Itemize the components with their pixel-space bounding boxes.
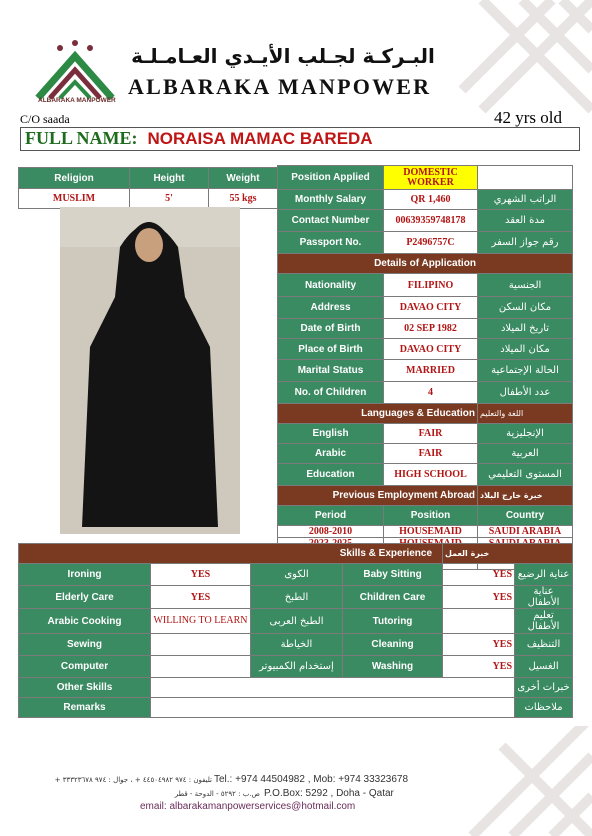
- education-arabic: المستوى التعليمي: [478, 464, 573, 486]
- period-column-header: Period: [278, 506, 384, 526]
- nationality-value: FILIPINO: [384, 274, 478, 297]
- basic-info-table: [18, 167, 278, 209]
- monthly-salary-value: QR 1,460: [384, 190, 478, 210]
- age-label: 42 yrs old: [494, 108, 562, 127]
- candidate-photo: [60, 207, 240, 534]
- skills-header-arabic: خبرة العمل: [443, 544, 573, 564]
- other-skills-arabic: خبرات أخرى: [515, 678, 573, 698]
- footer-phone: Tel.: +974 44504982 , Mob: +974 33323678: [214, 774, 409, 785]
- employment-period: 2008-2010: [278, 526, 384, 538]
- weight-label: Weight: [209, 168, 278, 189]
- skill-arabic: إستخدام الكمبيوتر: [251, 656, 343, 678]
- arabic-value: FAIR: [384, 444, 478, 464]
- nationality-label: Nationality: [278, 274, 384, 297]
- skill-value: YES: [443, 564, 515, 586]
- skill-arabic: الخياطة: [251, 634, 343, 656]
- skill-arabic: تعليم الأطفال: [515, 609, 573, 634]
- skill-value: WILLING TO LEARN: [151, 609, 251, 634]
- skill-label: Baby Sitting: [343, 564, 443, 586]
- children-label: No. of Children: [278, 382, 384, 404]
- employment-header: Previous Employment Abroad: [278, 486, 478, 506]
- position-column-header: Position: [384, 506, 478, 526]
- skill-value: YES: [443, 634, 515, 656]
- skill-value: YES: [443, 586, 515, 609]
- remarks-label: Remarks: [19, 698, 151, 718]
- arabic-label: Arabic: [278, 444, 384, 464]
- other-skills-value: [151, 678, 515, 698]
- skill-arabic: الطبخ: [251, 586, 343, 609]
- skill-label: Children Care: [343, 586, 443, 609]
- monthly-salary-arabic: الراتب الشهري: [478, 190, 573, 210]
- contact-number-label: Contact Number: [278, 210, 384, 232]
- details-header: Details of Application: [278, 254, 573, 274]
- skill-label: Tutoring: [343, 609, 443, 634]
- place-of-birth-label: Place of Birth: [278, 339, 384, 360]
- full-name-row: [20, 127, 580, 151]
- remarks-value: [151, 698, 515, 718]
- children-value: 4: [384, 382, 478, 404]
- skill-label: Elderly Care: [19, 586, 151, 609]
- contact-number-arabic: مدة العقد: [478, 210, 573, 232]
- skills-header: Skills & Experience: [19, 544, 443, 564]
- nationality-arabic: الجنسية: [478, 274, 573, 297]
- skill-value: [151, 634, 251, 656]
- skill-value: YES: [151, 564, 251, 586]
- address-label: Address: [278, 297, 384, 319]
- weight-value: 55 kgs: [209, 189, 278, 209]
- employment-country: SAUDI ARABIA: [478, 526, 573, 538]
- company-logo: [30, 38, 120, 106]
- skill-value: [443, 609, 515, 634]
- english-value: FAIR: [384, 424, 478, 444]
- employment-position: HOUSEMAID: [384, 526, 478, 538]
- religion-value: MUSLIM: [19, 189, 130, 209]
- religion-label: Religion: [19, 168, 130, 189]
- dob-label: Date of Birth: [278, 319, 384, 339]
- skill-arabic: التنظيف: [515, 634, 573, 656]
- watermark-pattern-bottom: [442, 726, 592, 836]
- skill-label: Washing: [343, 656, 443, 678]
- passport-arabic: رقم جواز السفر: [478, 232, 573, 254]
- skill-value: YES: [151, 586, 251, 609]
- full-name-value: NORAISA MAMAC BAREDA: [147, 129, 373, 148]
- marital-status-label: Marital Status: [278, 360, 384, 382]
- address-arabic: مكان السكن: [478, 297, 573, 319]
- footer-pobox: P.O.Box: 5292 , Doha - Qatar: [264, 788, 394, 799]
- brand-name-english: ALBARAKA MANPOWER: [128, 74, 432, 99]
- english-arabic: الإنجليزية: [478, 424, 573, 444]
- country-column-header: Country: [478, 506, 573, 526]
- languages-header: Languages & Education: [278, 404, 478, 424]
- skill-label: Computer: [19, 656, 151, 678]
- marital-status-value: MARRIED: [384, 360, 478, 382]
- skill-value: YES: [443, 656, 515, 678]
- footer-arabic-pobox: ص.ب : ٥٢٩٢ - الدوحة - قطر: [174, 790, 260, 798]
- brand-name-arabic: البـركـة لجـلب الأيـدي العـامـلـة: [131, 44, 435, 68]
- skill-arabic: عناية الأطفال: [515, 586, 573, 609]
- arabic-arabic: العربية: [478, 444, 573, 464]
- position-applied-value: DOMESTIC WORKER: [384, 166, 478, 190]
- place-of-birth-value: DAVAO CITY: [384, 339, 478, 360]
- application-table: [277, 165, 573, 570]
- skill-label: Sewing: [19, 634, 151, 656]
- watermark-pattern-top: [442, 0, 592, 120]
- person-silhouette-icon: [60, 207, 240, 534]
- education-label: Education: [278, 464, 384, 486]
- employment-header-arabic: خبرة خارج البلاد: [478, 486, 573, 506]
- remarks-arabic: ملاحظات: [515, 698, 573, 718]
- children-arabic: عدد الأطفال: [478, 382, 573, 404]
- height-label: Height: [130, 168, 209, 189]
- address-value: DAVAO CITY: [384, 297, 478, 319]
- footer-email: email: albarakamanpowerservices@hotmail.com: [140, 801, 356, 812]
- skill-arabic: الكوى: [251, 564, 343, 586]
- marital-status-arabic: الحالة الإجتماعية: [478, 360, 573, 382]
- skill-label: Arabic Cooking: [19, 609, 151, 634]
- other-skills-label: Other Skills: [19, 678, 151, 698]
- position-applied-blank: [478, 166, 573, 190]
- skill-label: Ironing: [19, 564, 151, 586]
- place-of-birth-arabic: مكان الميلاد: [478, 339, 573, 360]
- care-of-label: C/O saada: [20, 112, 70, 126]
- skill-label: Cleaning: [343, 634, 443, 656]
- footer-arabic-phone: تليفون : ٩٧٤ ٤٤٥٠٤٩٨٢ + ، جوال : ٩٧٤ ٣٣٣٢٣٦٧٨ +: [54, 776, 212, 784]
- monthly-salary-label: Monthly Salary: [278, 190, 384, 210]
- skill-value: [151, 656, 251, 678]
- skill-arabic: الطبخ العربى: [251, 609, 343, 634]
- dob-value: 02 SEP 1982: [384, 319, 478, 339]
- languages-header-arabic: اللغة والتعليم: [478, 404, 573, 424]
- position-applied-label: Position Applied: [278, 166, 384, 190]
- english-label: English: [278, 424, 384, 444]
- skills-table: [18, 543, 573, 718]
- education-value: HIGH SCHOOL: [384, 464, 478, 486]
- skill-arabic: عناية الرضيع: [515, 564, 573, 586]
- logo-caption: ALBARAKA MANPOWER: [38, 97, 116, 104]
- full-name-label: FULL NAME:: [25, 128, 138, 148]
- passport-label: Passport No.: [278, 232, 384, 254]
- contact-number-value: 00639359748178: [384, 210, 478, 232]
- passport-value: P2496757C: [384, 232, 478, 254]
- height-value: 5': [130, 189, 209, 209]
- skill-arabic: الغسيل: [515, 656, 573, 678]
- dob-arabic: تاريخ الميلاد: [478, 319, 573, 339]
